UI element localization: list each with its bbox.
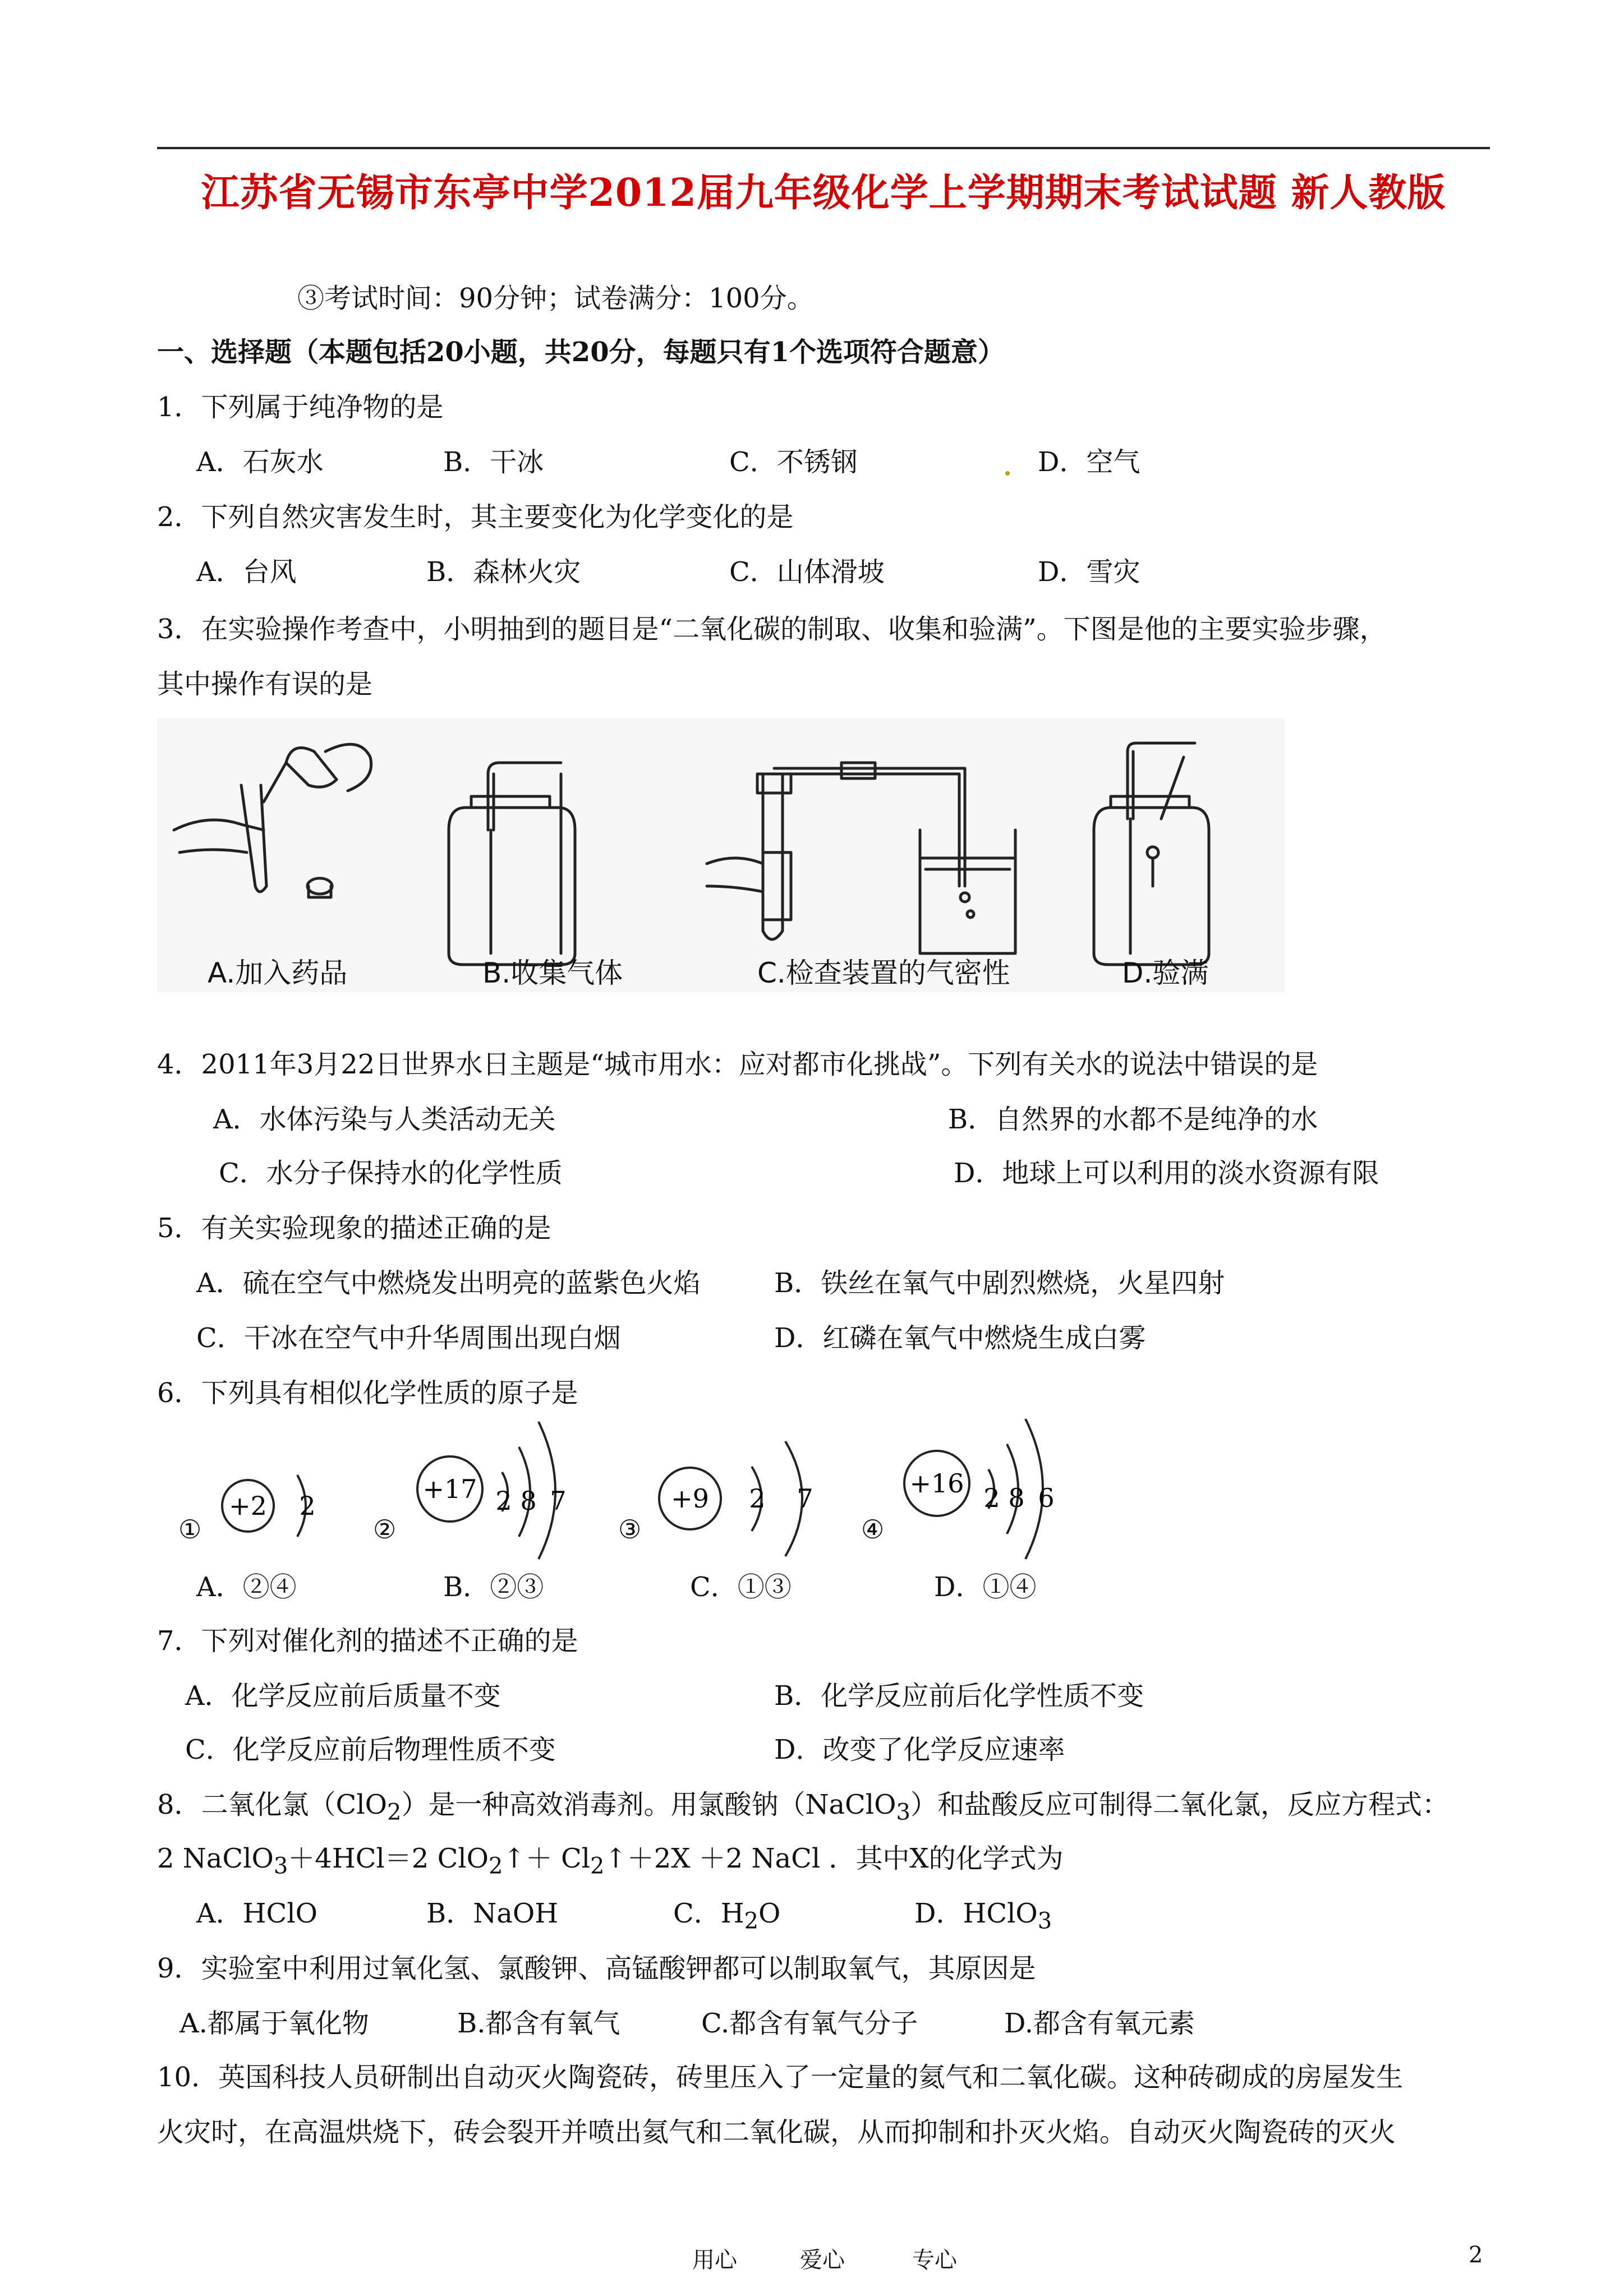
checking-full-drawing — [1094, 743, 1209, 965]
atom-diagram — [651, 1436, 864, 1565]
question-9-option-c: C.都含有氧气分子 — [701, 2008, 918, 2039]
question-8-equation: 2 NaClO$_3$＋4HCl＝2 ClO$_2$↑＋ $Cl_2↑+2X +2$ NaCl ．其中X的化学式为 — [157, 1843, 1064, 1879]
shell-electrons: 2 — [299, 1491, 316, 1521]
question-4-option-d: D．地球上可以利用的淡水资源有限 — [954, 1158, 1379, 1189]
question-7-option-b: B．化学反应前后化学性质不变 — [774, 1680, 1144, 1712]
question-10-stem-line2: 火灾时，在高温烘烧下，砖会裂开并喷出氦气和二氧化碳，从而抑制和扑灭火焰。自动灭火陶瓷砖的灭火 — [157, 2117, 1396, 2148]
question-6-stem: 6．下列具有相似化学性质的原子是 — [157, 1377, 578, 1409]
caption-c: C.检查装置的气密性 — [757, 957, 1010, 989]
question-9-option-a: A.都属于氧化物 — [180, 2008, 369, 2039]
caption-d: D.验满 — [1122, 957, 1209, 989]
question-3-stem-line1: 3．在实验操作考查中，小明抽到的题目是“二氧化碳的制取、收集和验满”。下图是他的主要实验步骤， — [157, 614, 1387, 645]
question-5-option-a: A．硫在空气中燃烧发出明亮的蓝紫色火焰 — [196, 1267, 701, 1299]
airtightness-check-drawing — [707, 763, 1015, 953]
co2-experiment-figure — [157, 718, 1285, 993]
nucleus-charge: +2 — [229, 1491, 267, 1521]
question-1-option-a: A．石灰水 — [196, 446, 324, 478]
question-7-option-c: C．化学反应前后物理性质不变 — [185, 1734, 556, 1765]
question-2-stem: 2．下列自然灾害发生时，其主要变化为化学变化的是 — [157, 501, 794, 533]
question-8-option-b: B．NaOH — [426, 1898, 559, 1929]
shell-electrons: 2 — [983, 1483, 1000, 1513]
question-8-option-c: C．$H_2O$ — [673, 1898, 781, 1934]
shell-electrons: 7 — [550, 1486, 567, 1516]
caption-a: A.加入药品 — [208, 957, 348, 989]
question-9-option-d: D.都含有氧元素 — [1004, 2008, 1195, 2039]
atom-diagram — [404, 1413, 640, 1565]
question-6-option-b: B．②③ — [443, 1571, 544, 1603]
question-1-option-d: D．空气 — [1038, 446, 1140, 478]
atom-number: ① — [178, 1514, 202, 1545]
shell-electrons: 8 — [1008, 1483, 1025, 1513]
question-9-stem: 9．实验室中利用过氧化氢、氯酸钾、高锰酸钾都可以制取氧气，其原因是 — [157, 1953, 1036, 1984]
question-5-option-d: D．红磷在氧气中燃烧生成白雾 — [774, 1322, 1146, 1354]
atom-diagram — [213, 1458, 348, 1553]
shell-electrons: 2 — [495, 1486, 512, 1516]
question-1-option-c: C．不锈钢 — [729, 446, 858, 478]
question-5-stem: 5．有关实验现象的描述正确的是 — [157, 1212, 551, 1244]
footer-middle-text: 爱心 — [800, 2247, 845, 2273]
shell-electrons: 8 — [520, 1486, 537, 1516]
question-5-option-c: C．干冰在空气中升华周围出现白烟 — [196, 1322, 621, 1354]
adding-reagent-drawing — [174, 744, 371, 897]
question-8-option-d: D．HClO$_3$ — [914, 1898, 1052, 1934]
nucleus-charge: +9 — [671, 1483, 709, 1514]
header-rule — [157, 147, 1490, 149]
question-5-option-b: B．铁丝在氧气中剧烈燃烧，火星四射 — [774, 1267, 1225, 1299]
page-number: 2 — [1469, 2242, 1483, 2268]
question-1-stem: 1．下列属于纯净物的是 — [157, 391, 444, 423]
question-4-option-b: B．自然界的水都不是纯净的水 — [948, 1104, 1318, 1135]
question-7-stem: 7．下列对催化剂的描述不正确的是 — [157, 1625, 578, 1657]
exam-info: ③考试时间：90分钟；试卷满分：100分。 — [297, 283, 814, 314]
question-2-option-d: D．雪灾 — [1038, 556, 1140, 588]
atom-diagram — [892, 1413, 1128, 1565]
question-10-stem-line1: 10．英国科技人员研制出自动灭火陶瓷砖，砖里压入了一定量的氦气和二氧化碳。这种砖砌成的房屋发生 — [157, 2062, 1404, 2093]
atom-number: ④ — [861, 1514, 885, 1545]
question-4-stem: 4．2011年3月22日世界水日主题是“城市用水：应对都市化挑战”。下列有关水的说法中错误的是 — [157, 1049, 1318, 1080]
question-2-option-c: C．山体滑坡 — [729, 556, 885, 588]
question-6-option-c: C．①③ — [690, 1571, 792, 1603]
question-6-option-d: D．①④ — [934, 1571, 1037, 1603]
question-8-option-a: A．HClO — [196, 1898, 318, 1929]
question-2-option-b: B．森林火灾 — [426, 556, 581, 588]
caption-b: B.收集气体 — [482, 957, 623, 989]
question-3-stem-line2: 其中操作有误的是 — [157, 668, 373, 700]
question-6-option-a: A．②④ — [196, 1571, 297, 1603]
question-1-option-b: B．干冰 — [443, 446, 544, 478]
question-4-option-c: C．水分子保持水的化学性质 — [219, 1158, 563, 1189]
shell-electrons: 2 — [749, 1483, 766, 1514]
question-7-option-a: A．化学反应前后质量不变 — [185, 1680, 501, 1712]
document-title: 江苏省无锡市东亭中学2012届九年级化学上学期期末考试试题 新人教版 — [201, 170, 1446, 215]
nucleus-charge: +17 — [422, 1474, 477, 1504]
question-9-option-b: B.都含有氧气 — [457, 2008, 620, 2039]
footer-left-text: 用心 — [692, 2247, 737, 2273]
stray-dot-mark — [1005, 471, 1010, 476]
nucleus-charge: +16 — [909, 1468, 964, 1499]
atom-number: ② — [373, 1514, 397, 1545]
shell-electrons: 7 — [797, 1483, 813, 1514]
section-title: 一、选择题（本题包括20小题，共20分，每题只有1个选项符合题意） — [157, 336, 1005, 368]
shell-electrons: 6 — [1038, 1483, 1055, 1513]
footer-right-text: 专心 — [912, 2247, 957, 2273]
collecting-gas-drawing — [449, 763, 575, 965]
atom-number: ③ — [618, 1514, 642, 1545]
question-8-stem: 8．二氧化氯（ClO$_2$）是一种高效消毒剂。用氯酸钠（NaClO$_3$）和盐酸反应可制得二氧化氯，反应方程式： — [157, 1789, 1449, 1825]
question-7-option-d: D．改变了化学反应速率 — [774, 1734, 1065, 1765]
question-2-option-a: A．台风 — [196, 556, 297, 588]
question-4-option-a: A．水体污染与人类活动无关 — [213, 1104, 556, 1135]
